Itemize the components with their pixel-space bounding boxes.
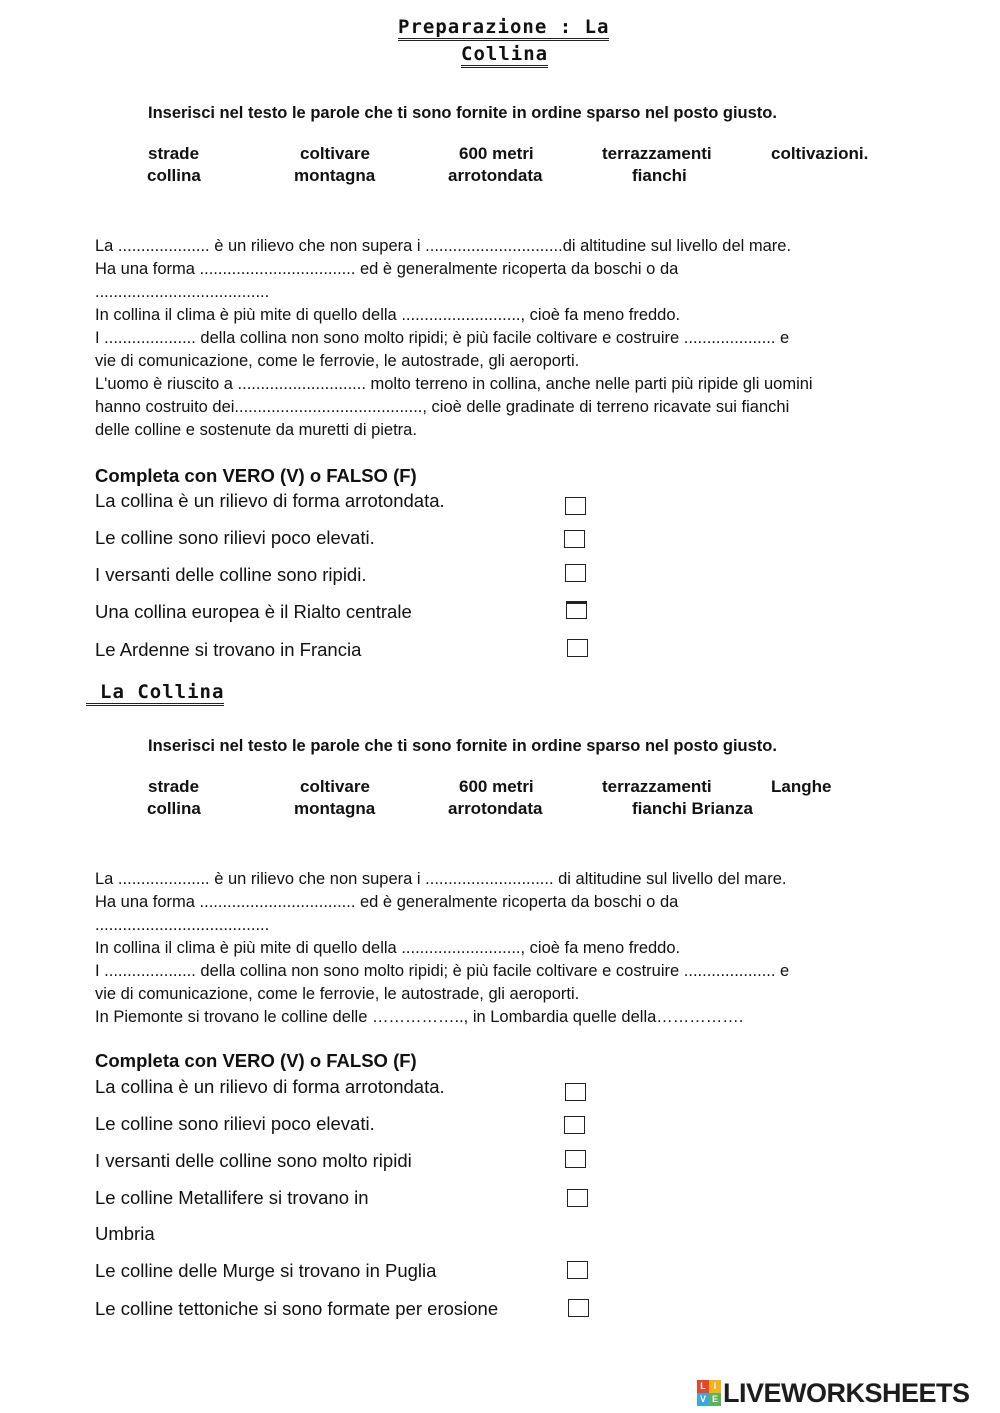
logo-tile: I: [709, 1380, 721, 1393]
word-bank-item[interactable]: coltivare: [300, 777, 370, 796]
liveworksheets-logo[interactable]: [697, 1378, 970, 1408]
tf-statement: La collina è un rilievo di forma arrotondata.: [95, 490, 445, 511]
word-bank-item[interactable]: arrotondata: [448, 799, 543, 818]
word-bank-item[interactable]: coltivazioni.: [771, 144, 869, 163]
tf-statement: Le colline sono rilievi poco elevati.: [95, 1113, 375, 1134]
tf-answer-box[interactable]: [565, 564, 586, 582]
tf-answer-box[interactable]: [567, 1189, 588, 1207]
fill-in-text-line: ......................................: [95, 283, 270, 301]
word-bank-item[interactable]: strade: [148, 144, 200, 163]
tf-statement: Le colline Metallifere si trovano in: [95, 1187, 369, 1208]
tf-statement-continuation: Umbria: [95, 1223, 155, 1244]
section2-title: La Collina: [86, 681, 224, 706]
fill-in-text-line: I .................... della collina non sono molto ripidi; è più facile coltivare e costruire .................... e: [95, 962, 790, 980]
word-bank-item[interactable]: Langhe: [771, 777, 832, 796]
word-bank-item[interactable]: 600 metri: [459, 144, 534, 163]
fill-in-text-line: L'uomo è riuscito a ............................ molto terreno in collina, anche nelle parti più ripide gli uomini: [95, 375, 813, 393]
tf-statement: I versanti delle colline sono ripidi.: [95, 564, 367, 585]
tf-answer-box[interactable]: [567, 1261, 588, 1279]
section2-tf-heading: Completa con VERO (V) o FALSO (F): [95, 1050, 417, 1071]
fill-in-text-line: Ha una forma .................................. ed è generalmente ricoperta da boschi o da: [95, 893, 679, 911]
word-bank-item[interactable]: terrazzamenti: [602, 777, 712, 796]
fill-in-text-line: La .................... è un rilievo che non supera i ............................ di altitudine sul livello del mare.: [95, 870, 787, 888]
tf-statement: Le colline sono rilievi poco elevati.: [95, 527, 375, 548]
fill-in-text-line: vie di comunicazione, come le ferrovie, le autostrade, gli aeroporti.: [95, 985, 580, 1003]
logo-tile: E: [709, 1393, 721, 1406]
word-bank-item[interactable]: montagna: [294, 166, 376, 185]
word-bank-item[interactable]: strade: [148, 777, 200, 796]
section1-instruction: Inserisci nel testo le parole che ti sono fornite in ordine sparso nel posto giusto.: [148, 104, 777, 122]
fill-in-text-line: hanno costruito dei........................................., cioè delle gradinate di terreno ricavate sui fianchi: [95, 398, 790, 416]
fill-in-text-line: I .................... della collina non sono molto ripidi; è più facile coltivare e costruire .................... e: [95, 329, 790, 347]
fill-in-text-line: In collina il clima è più mite di quello della .........................., cioè fa meno freddo.: [95, 939, 681, 957]
tf-answer-box[interactable]: [564, 530, 585, 548]
liveworksheets-logo-icon: [697, 1380, 721, 1406]
section2-instruction: Inserisci nel testo le parole che ti sono fornite in ordine sparso nel posto giusto.: [148, 737, 777, 755]
fill-in-text-line: ......................................: [95, 916, 270, 934]
word-bank-item[interactable]: fianchi Brianza: [632, 799, 753, 818]
section1-title-line2: Collina: [461, 43, 548, 68]
word-bank-item[interactable]: collina: [147, 799, 201, 818]
fill-in-text-line: vie di comunicazione, come le ferrovie, le autostrade, gli aeroporti.: [95, 352, 580, 370]
tf-statement: La collina è un rilievo di forma arrotondata.: [95, 1076, 445, 1097]
fill-in-text-line: In Piemonte si trovano le colline delle …………….., in Lombardia quelle della…………….: [95, 1008, 744, 1026]
tf-answer-box[interactable]: [566, 601, 587, 619]
tf-answer-box[interactable]: [565, 1083, 586, 1101]
fill-in-text-line: delle colline e sostenute da muretti di pietra.: [95, 421, 417, 439]
word-bank-item[interactable]: arrotondata: [448, 166, 543, 185]
tf-answer-box[interactable]: [565, 1150, 586, 1168]
word-bank-item[interactable]: collina: [147, 166, 201, 185]
section1-title-line1: Preparazione : La: [398, 16, 609, 41]
tf-answer-box[interactable]: [565, 497, 586, 515]
tf-answer-box[interactable]: [567, 639, 588, 657]
word-bank-item[interactable]: coltivare: [300, 144, 370, 163]
logo-tile: L: [697, 1380, 709, 1393]
tf-statement: Una collina europea è il Rialto centrale: [95, 601, 412, 622]
logo-tile: V: [697, 1393, 709, 1406]
word-bank-item[interactable]: 600 metri: [459, 777, 534, 796]
word-bank-item[interactable]: fianchi: [632, 166, 687, 185]
tf-statement: Le colline delle Murge si trovano in Puglia: [95, 1260, 437, 1281]
tf-answer-box[interactable]: [564, 1116, 585, 1134]
tf-statement: Le colline tettoniche si sono formate per erosione: [95, 1298, 499, 1319]
section1-tf-heading: Completa con VERO (V) o FALSO (F): [95, 465, 417, 486]
tf-statement: Le Ardenne si trovano in Francia: [95, 639, 362, 660]
tf-answer-box[interactable]: [568, 1299, 589, 1317]
fill-in-text-line: In collina il clima è più mite di quello della .........................., cioè fa meno freddo.: [95, 306, 681, 324]
liveworksheets-logo-text: LIVEWORKSHEETS: [723, 1377, 970, 1408]
word-bank-item[interactable]: montagna: [294, 799, 376, 818]
fill-in-text-line: La .................... è un rilievo che non supera i ..............................di altitudine sul livello del mare.: [95, 237, 792, 255]
tf-statement: I versanti delle colline sono molto ripidi: [95, 1150, 412, 1171]
word-bank-item[interactable]: terrazzamenti: [602, 144, 712, 163]
fill-in-text-line: Ha una forma .................................. ed è generalmente ricoperta da boschi o da: [95, 260, 679, 278]
